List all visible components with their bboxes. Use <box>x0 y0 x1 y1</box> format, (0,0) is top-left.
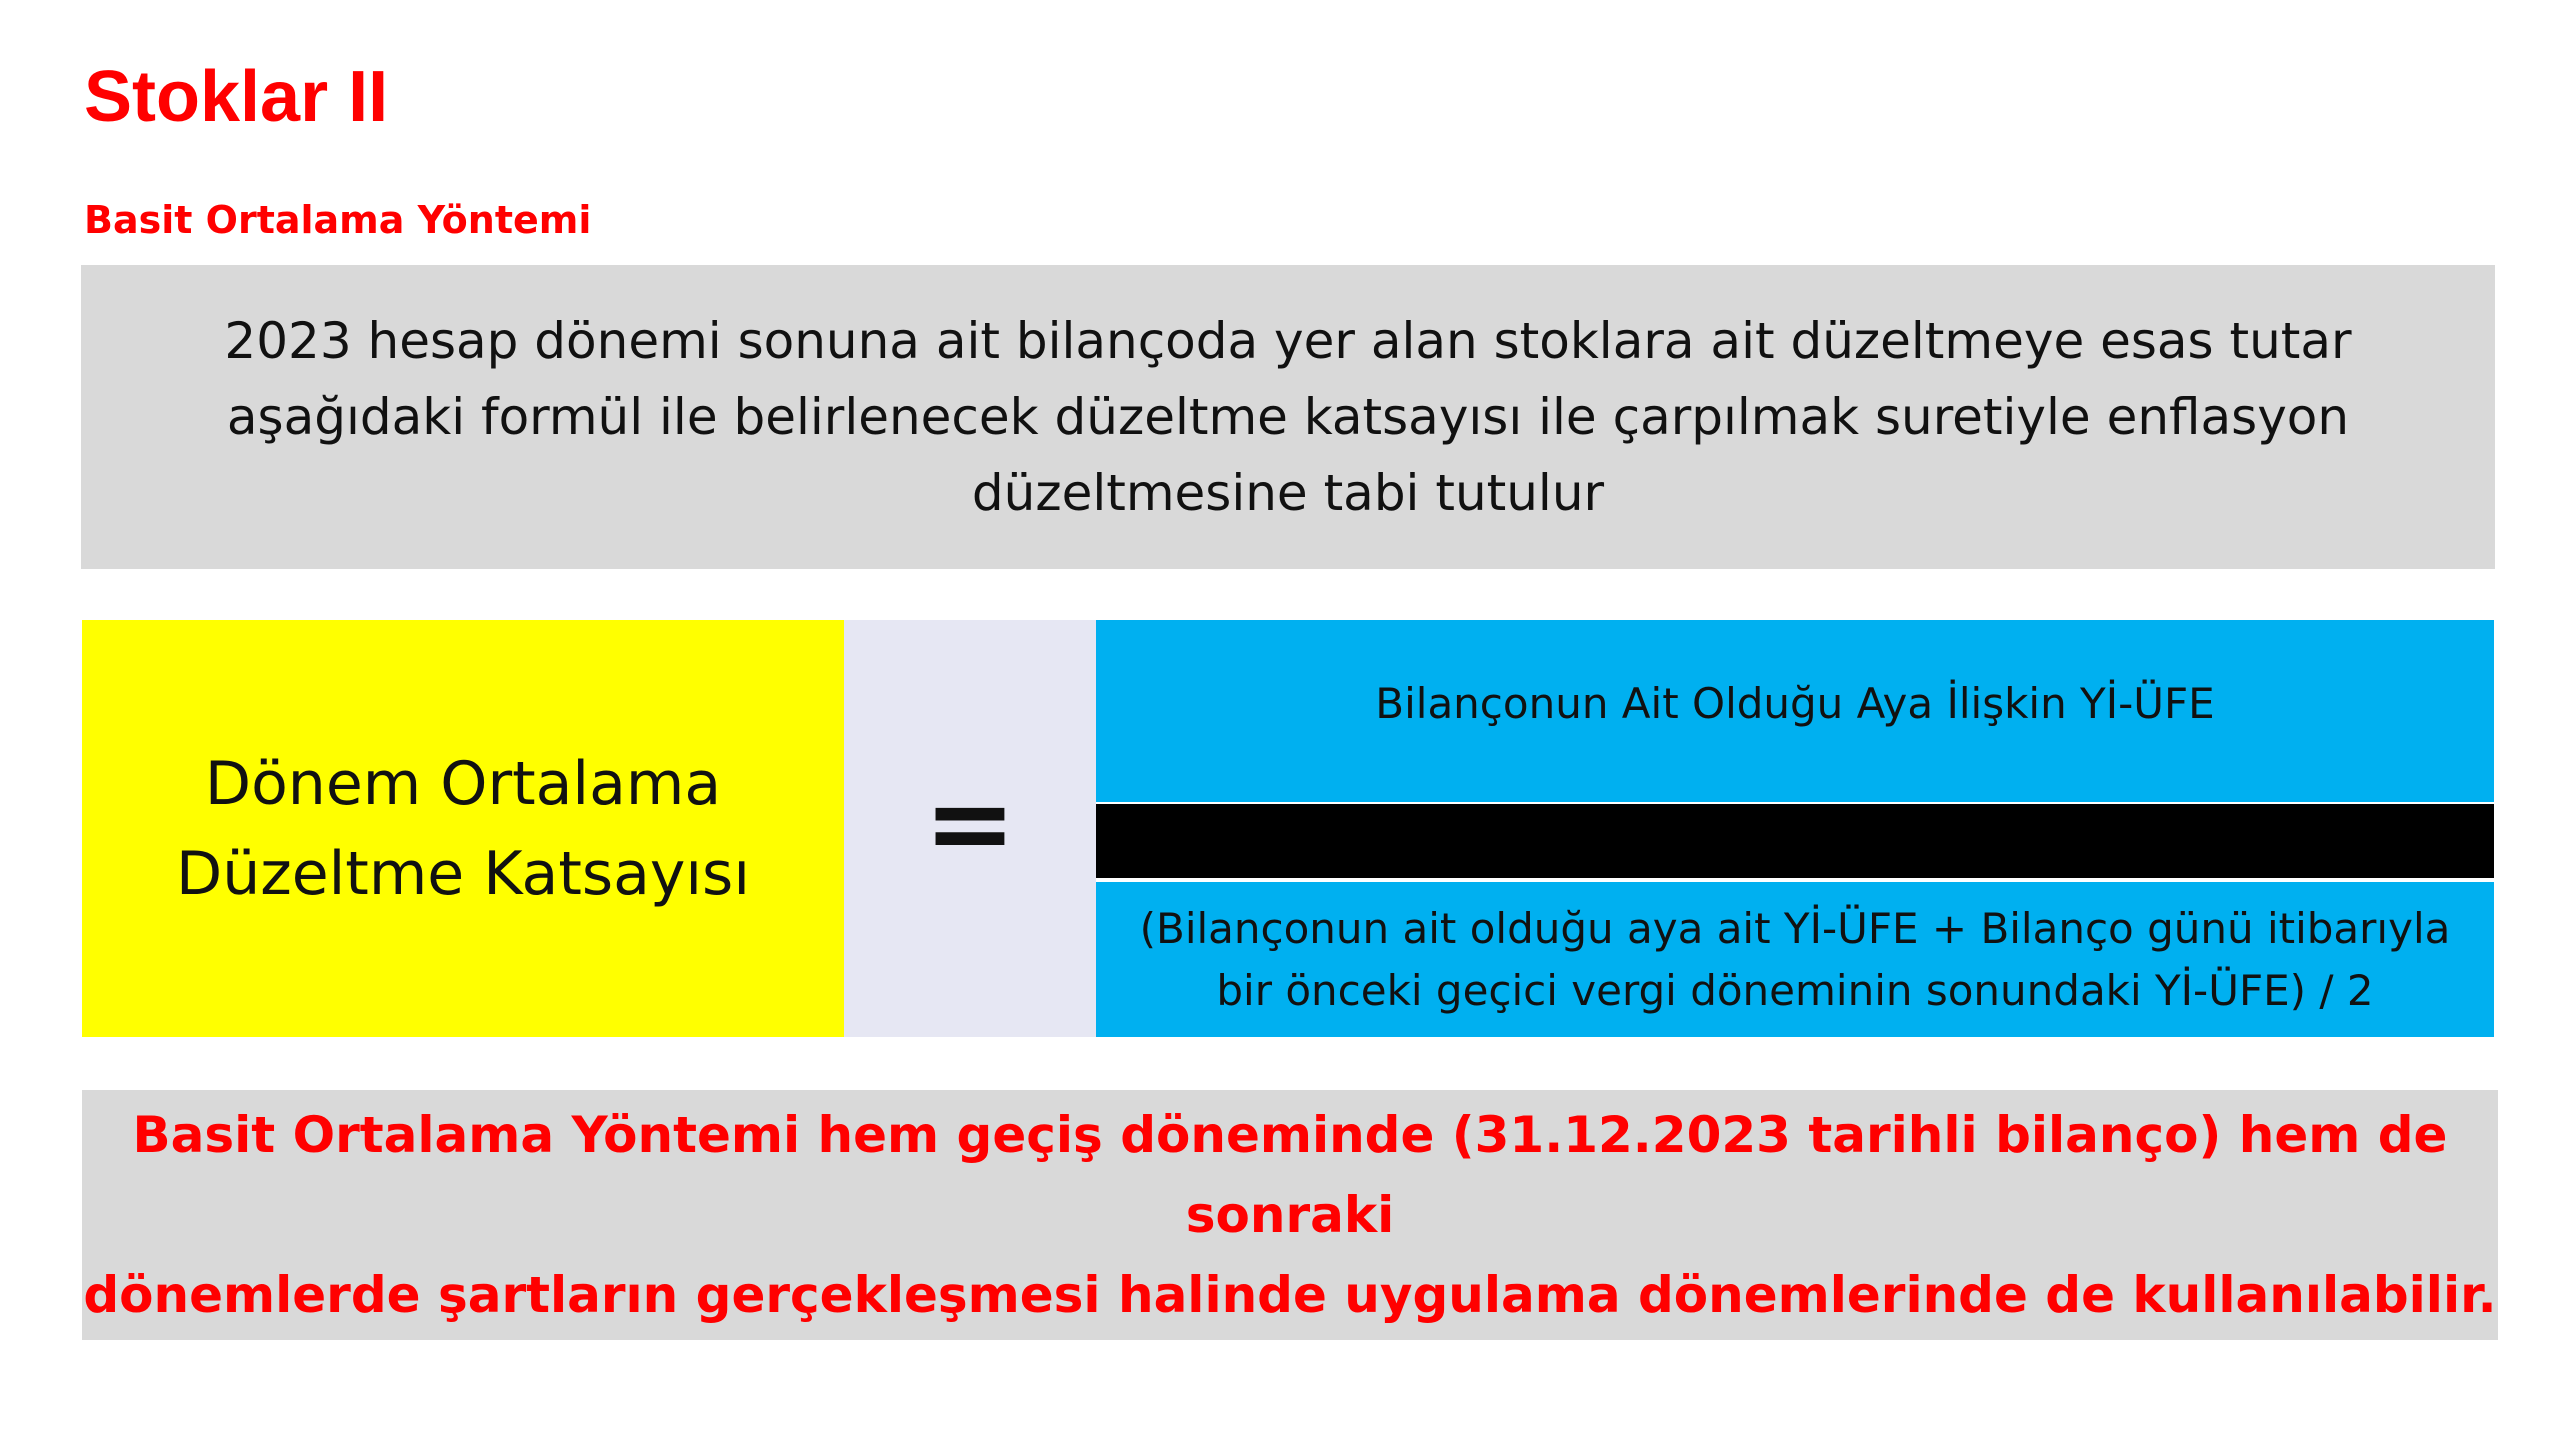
formula <box>82 620 2494 1037</box>
note-line: Basit Ortalama Yöntemi hem geçiş döneminde (31.12.2023 tarihli bilanço) hem de sonraki <box>132 1106 2448 1244</box>
formula-denominator-box <box>1096 882 2494 1037</box>
note-panel <box>82 1090 2498 1340</box>
intro-panel <box>81 265 2495 569</box>
formula-numerator-box <box>1096 620 2494 802</box>
intro-line: düzeltmesine tabi tutulur <box>971 464 1605 522</box>
formula-equals-box <box>844 620 1096 1037</box>
note-line: dönemlerde şartların gerçekleşmesi halinde uygulama dönemlerinde de kullanılabilir. <box>83 1266 2497 1324</box>
slide-subtitle: Basit Ortalama Yöntemi <box>84 198 592 242</box>
formula-lhs-text <box>176 739 750 919</box>
formula-numerator-text: Bilançonun Ait Olduğu Aya İlişkin Yİ-ÜFE <box>1375 678 2215 728</box>
note-text <box>82 1095 2498 1335</box>
intro-text <box>224 303 2351 531</box>
intro-line: aşağıdaki formül ile belirlenecek düzeltme katsayısı ile çarpılmak suretiyle enflasyon <box>226 388 2350 446</box>
formula-denominator-text <box>1140 898 2451 1022</box>
formula-lhs-box <box>82 620 844 1037</box>
slide-title: Stoklar II <box>84 57 389 137</box>
intro-line: 2023 hesap dönemi sonuna ait bilançoda yer alan stoklara ait düzeltmeye esas tutar <box>224 312 2352 370</box>
formula-lhs-line: Dönem Ortalama <box>204 748 722 819</box>
fraction-bar <box>1096 804 2494 878</box>
equals-sign: = <box>923 758 1017 887</box>
formula-denominator-line: (Bilançonun ait olduğu aya ait Yİ-ÜFE + Bilanço günü itibarıyla <box>1139 903 2451 953</box>
formula-denominator-line: bir önceki geçici vergi döneminin sonundaki Yİ-ÜFE) / 2 <box>1216 965 2374 1015</box>
formula-lhs-line: Düzeltme Katsayısı <box>176 838 750 909</box>
